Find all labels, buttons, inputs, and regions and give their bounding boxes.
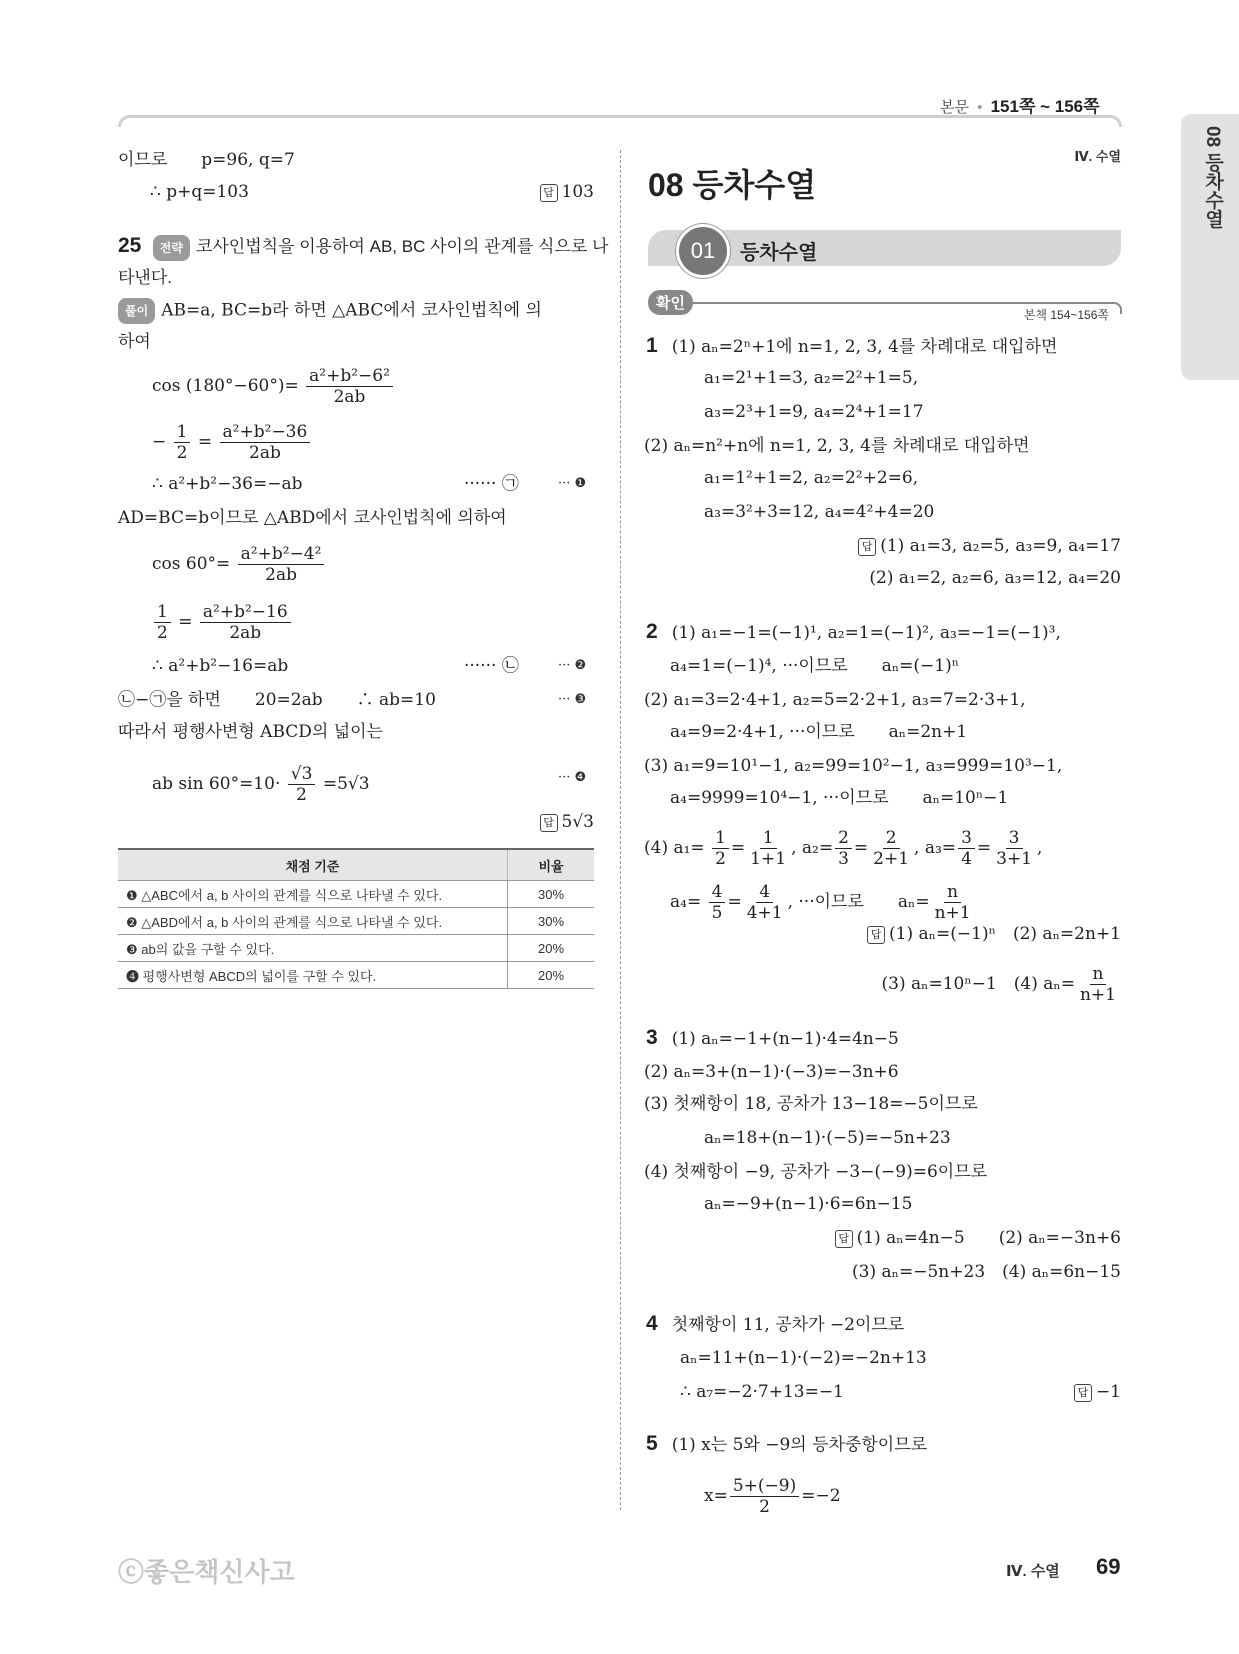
eq-subtract: ㉡−㉠을 하면 20=2ab ∴ ab=10: [118, 690, 436, 710]
solution-line-1: 풀이 AB=a, BC=b라 하면 △ABC에서 코사인법칙에 의: [118, 298, 542, 324]
problem-4-c: ∴ a₇=−2·7+13=−1: [680, 1382, 844, 1402]
eq-minus-half: − $\frac{1}{2}$ = $\frac{\text{a²+b²−36}}{2ab}$: [152, 422, 312, 463]
answer-2-line-2: (3) aₙ=10ⁿ−1 (4) aₙ= $\frac{n}{n+1}$: [881, 964, 1116, 1005]
header-page-range: 본문 • 151쪽 ~ 156쪽: [940, 97, 1100, 116]
eq-result-1: ∴ a²+b²−36=−ab: [152, 474, 303, 494]
problem-number: 25: [118, 234, 142, 257]
problem-1-f: a₃=3²+3=12, a₄=4²+4=20: [704, 502, 935, 522]
table-row: ❸ ab의 값을 구할 수 있다. 20%: [118, 935, 594, 962]
footer-chapter: Ⅳ. 수열: [1006, 1563, 1060, 1580]
answer-25: 답 5√3: [540, 810, 594, 834]
header-pages: 151쪽 ~ 156쪽: [990, 97, 1100, 116]
problem-1-d: (2) aₙ=n²+n에 n=1, 2, 3, 4를 차례대로 대입하면: [644, 436, 1030, 456]
problem-2-g: (4) a₁= $\frac{1}{2}$ = $\frac{1}{1+1}$ , a₂= $\frac{2}{3}$ = $\frac{2}{2+1}$ , a₃= $\frac{3}{4}$ = $\frac{3}{3+1}$ ,: [644, 828, 1043, 869]
answer-2-line-1: 답 (1) aₙ=(−1)ⁿ (2) aₙ=2n+1: [867, 922, 1121, 946]
problem-2-f: a₄=9999=10⁴−1, ···이므로 aₙ=10ⁿ−1: [670, 788, 1009, 808]
page-number: 69: [1096, 1554, 1121, 1579]
problem-3-e: (4) 첫째항이 −9, 공차가 −3−(−9)=6이므로: [644, 1162, 988, 1182]
solution-line-2: 하여: [118, 332, 151, 352]
problem-5-a: 5 (1) x는 5와 −9의 등차중항이므로: [646, 1432, 928, 1455]
chapter-label: Ⅳ. 수열: [1074, 149, 1121, 164]
problem-3-b: (2) aₙ=3+(n−1)·(−3)=−3n+6: [644, 1062, 899, 1082]
left-line-1: 이므로 p=96, q=7: [118, 150, 295, 170]
header-rule: [118, 115, 1122, 127]
answer-icon: 답: [858, 538, 876, 556]
left-answer-24: 답 103: [540, 180, 594, 204]
answer-icon: 답: [1074, 1384, 1092, 1402]
answer-icon: 답: [540, 184, 558, 202]
strategy-tag: 전략: [153, 235, 190, 261]
answer-icon: 답: [835, 1230, 853, 1248]
answer-4: 답 −1: [1074, 1380, 1121, 1404]
table-row: ❶ △ABC에서 a, b 사이의 관계를 식으로 나타낼 수 있다. 30%: [118, 881, 594, 908]
section-number: 01: [676, 224, 730, 278]
problem-2-b: a₄=1=(−1)⁴, ···이므로 aₙ=(−1)ⁿ: [670, 656, 960, 676]
side-tab[interactable]: [1181, 114, 1239, 380]
eq-cos120: cos (180°−60°)= $\frac{\text{a²+b²−6²}}{2ab}$: [152, 366, 395, 407]
step-marker-3: ··· ❸: [558, 692, 587, 707]
step-marker-1: ··· ❶: [558, 476, 587, 491]
problem-1-a: 1 (1) aₙ=2ⁿ+1에 n=1, 2, 3, 4를 차례대로 대입하면: [646, 334, 1058, 357]
problem-4-a: 4 첫째항이 11, 공차가 −2이므로: [646, 1312, 905, 1335]
problem-3-a: 3 (1) aₙ=−1+(n−1)·4=4n−5: [646, 1026, 899, 1049]
problem-25-strategy: 25 전략 코사인법칙을 이용하여 AB, BC 사이의 관계를 식으로 나: [118, 234, 608, 261]
column-divider: [620, 150, 621, 1510]
answer-icon: 답: [540, 814, 558, 832]
problem-3-f: aₙ=−9+(n−1)·6=6n−15: [704, 1194, 913, 1214]
side-tab-label: 08 등차수열: [1202, 126, 1223, 229]
answer-3-line-1: 답 (1) aₙ=4n−5 (2) aₙ=−3n+6: [835, 1226, 1121, 1250]
scoring-table: [118, 848, 594, 989]
table-row: ❷ △ABD에서 a, b 사이의 관계를 식으로 나타낼 수 있다. 30%: [118, 908, 594, 935]
eq-area: ab sin 60°=10· $\frac{√3}{2}$ =5√3: [152, 764, 370, 805]
publisher-watermark: ⓒ좋은책신사고: [118, 1557, 295, 1587]
answer-1-line-2: (2) a₁=2, a₂=6, a₃=12, a₄=20: [869, 568, 1121, 588]
text-area: 따라서 평행사변형 ABCD의 넓이는: [118, 722, 383, 742]
problem-1-c: a₃=2³+1=9, a₄=2⁴+1=17: [704, 402, 924, 422]
step-marker-2: ··· ❷: [558, 658, 587, 673]
solution-tag: 풀이: [118, 298, 155, 324]
problem-2-a: 2 (1) a₁=−1=(−1)¹, a₂=1=(−1)², a₃=−1=(−1)³,: [646, 620, 1061, 643]
left-line-2: ∴ p+q=103: [150, 182, 249, 202]
problem-2-c: (2) a₁=3=2·4+1, a₂=5=2·2+1, a₃=7=2·3+1,: [644, 690, 1026, 710]
text-abd: AD=BC=b이므로 △ABD에서 코사인법칙에 의하여: [118, 508, 507, 528]
confirm-badge: 확인: [648, 290, 693, 315]
answer-icon: 답: [867, 926, 885, 944]
chapter-title: 08 등차수열: [648, 167, 817, 203]
header-prefix: 본문: [940, 99, 969, 116]
eq-mark-1: ······ ㉠: [464, 474, 519, 494]
problem-3-c: (3) 첫째항이 18, 공차가 13−18=−5이므로: [644, 1094, 978, 1114]
table-row: ❹ 평행사변형 ABCD의 넓이를 구할 수 있다. 20%: [118, 962, 594, 989]
strategy-text-2: 타낸다.: [118, 268, 172, 287]
problem-5-b: x= $\frac{5+(-9)}{2}$ =−2: [704, 1476, 841, 1517]
section-title: 등차수열: [740, 242, 818, 264]
step-marker-4: ··· ❹: [558, 770, 587, 785]
answer-3-line-2: (3) aₙ=−5n+23 (4) aₙ=6n−15: [852, 1262, 1121, 1282]
table-header-criteria: 채점 기준: [118, 849, 508, 881]
problem-1-e: a₁=1²+1=2, a₂=2²+2=6,: [704, 468, 919, 488]
eq-cos60: cos 60°= $\frac{\text{a²+b²−4²}}{2ab}$: [152, 544, 326, 585]
problem-1-b: a₁=2¹+1=3, a₂=2²+1=5,: [704, 368, 919, 388]
eq-half: $\frac{1}{2}$ = $\frac{\text{a²+b²−16}}{2ab}$: [152, 602, 293, 643]
eq-mark-2: ······ ㉡: [464, 656, 519, 676]
table-header-ratio: 비율: [508, 849, 595, 881]
answer-1-line-1: 답 (1) a₁=3, a₂=5, a₃=9, a₄=17: [858, 534, 1121, 558]
problem-2-e: (3) a₁=9=10¹−1, a₂=99=10²−1, a₃=999=10³−1,: [644, 756, 1063, 776]
book-ref: 본책 154~156쪽: [1023, 308, 1109, 322]
problem-3-d: aₙ=18+(n−1)·(−5)=−5n+23: [704, 1128, 951, 1148]
eq-result-2: ∴ a²+b²−16=ab: [152, 656, 289, 676]
problem-2-h: a₄= $\frac{4}{5}$ = $\frac{4}{4+1}$ , ···이므로 aₙ= $\frac{n}{n+1}$: [670, 882, 971, 923]
fraction: $\frac{\text{a²+b²−6²}}{2ab}$: [306, 366, 393, 407]
problem-2-d: a₄=9=2·4+1, ···이므로 aₙ=2n+1: [670, 722, 968, 742]
problem-4-b: aₙ=11+(n−1)·(−2)=−2n+13: [680, 1348, 927, 1368]
